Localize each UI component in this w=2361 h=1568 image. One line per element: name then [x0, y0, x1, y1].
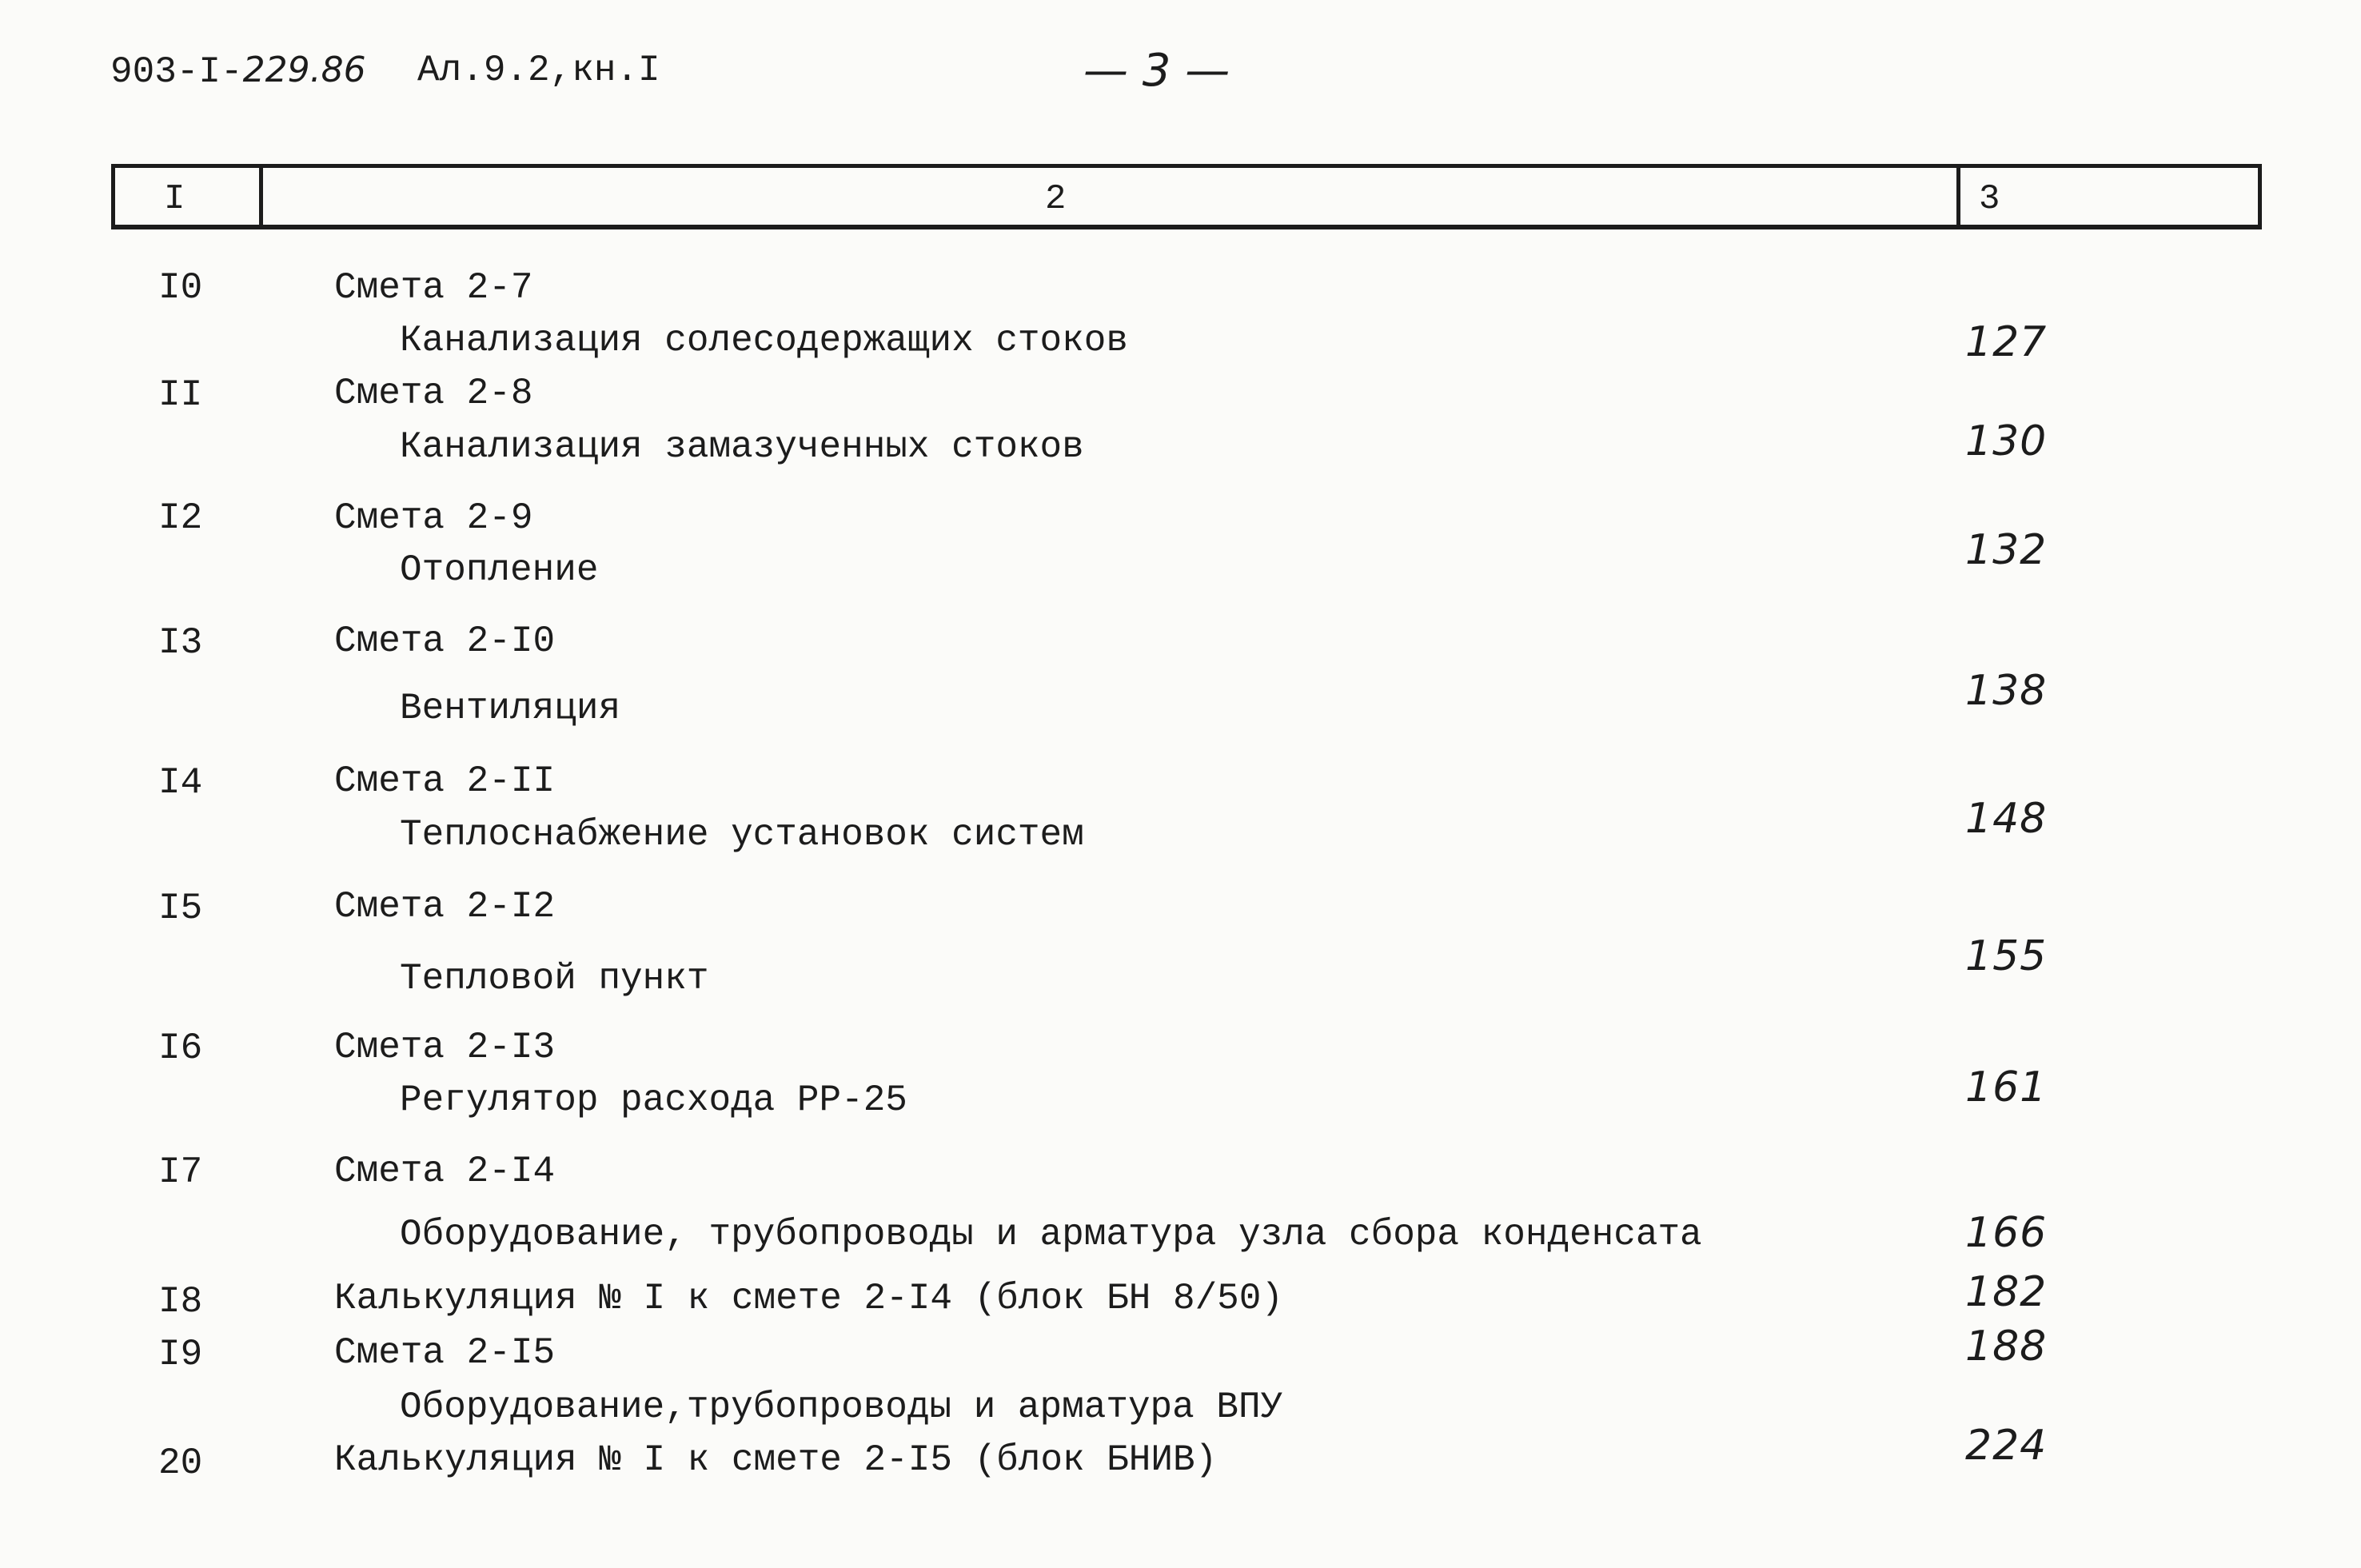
entry-number: I3	[158, 622, 203, 664]
entry-page: 182	[1965, 1268, 2048, 1316]
entry-page: 127	[1965, 318, 2048, 366]
entry-number: II	[158, 374, 203, 416]
document-code-prefix: 903-I-	[110, 51, 243, 93]
column-header-1: I	[164, 179, 185, 219]
column-divider	[1956, 168, 1960, 225]
entry-title: Калькуляция № I к смете 2-I5 (блок БНИВ)	[334, 1439, 1218, 1481]
page-number: — 3 —	[1083, 45, 1230, 97]
entry-number: I0	[158, 267, 203, 309]
entry-title: Смета 2-7	[334, 267, 533, 309]
document-code-number: 229.86	[242, 50, 366, 90]
entry-title: Калькуляция № I к смете 2-I4 (блок БН 8/50)	[334, 1278, 1283, 1319]
entry-description: Оборудование, трубопроводы и арматура узла сбора конденсата	[400, 1214, 1702, 1255]
entry-page: 132	[1965, 526, 2048, 574]
column-header-2: 2	[1045, 179, 1067, 219]
entry-description: Теплоснабжение установок систем	[400, 814, 1084, 856]
entry-description: Регулятор расхода РР-25	[400, 1079, 907, 1121]
entry-number: I9	[158, 1334, 203, 1375]
entry-page: 130	[1965, 417, 2048, 465]
entry-title: Смета 2-I4	[334, 1151, 556, 1192]
entry-number: I4	[158, 762, 203, 804]
entry-page: 161	[1965, 1063, 2048, 1111]
entry-number: I5	[158, 888, 203, 929]
entry-page: 224	[1965, 1422, 2048, 1470]
entry-number: I2	[158, 497, 203, 539]
entry-title: Смета 2-9	[334, 497, 533, 539]
entry-page: 188	[1965, 1323, 2048, 1371]
column-header-3: 3	[1979, 179, 2000, 219]
entry-description: Оборудование,трубопроводы и арматура ВПУ	[400, 1386, 1283, 1428]
entry-title: Смета 2-I5	[334, 1332, 556, 1374]
entry-title: Смета 2-8	[334, 373, 533, 414]
entry-page: 148	[1965, 795, 2048, 843]
album-reference: Ал.9.2,кн.I	[417, 50, 660, 91]
entry-title: Смета 2-I2	[334, 886, 556, 928]
entry-description: Канализация замазученных стоков	[400, 426, 1084, 468]
column-header-row	[111, 164, 2262, 229]
entry-page: 138	[1965, 667, 2048, 715]
entry-number: I6	[158, 1027, 203, 1069]
entry-title: Смета 2-I0	[334, 620, 556, 662]
entry-page: 166	[1965, 1209, 2048, 1257]
document-code	[110, 50, 366, 93]
entry-description: Канализация солесодержащих стоков	[400, 320, 1128, 361]
entry-page: 155	[1965, 932, 2048, 980]
entry-number: 20	[158, 1442, 203, 1484]
entry-description: Отопление	[400, 549, 599, 591]
entry-description: Тепловой пункт	[400, 958, 709, 999]
entry-description: Вентиляция	[400, 688, 621, 729]
column-divider	[259, 168, 263, 225]
entry-title: Смета 2-I3	[334, 1027, 556, 1068]
entry-title: Смета 2-II	[334, 760, 556, 802]
entry-number: I8	[158, 1281, 203, 1323]
entry-number: I7	[158, 1151, 203, 1193]
